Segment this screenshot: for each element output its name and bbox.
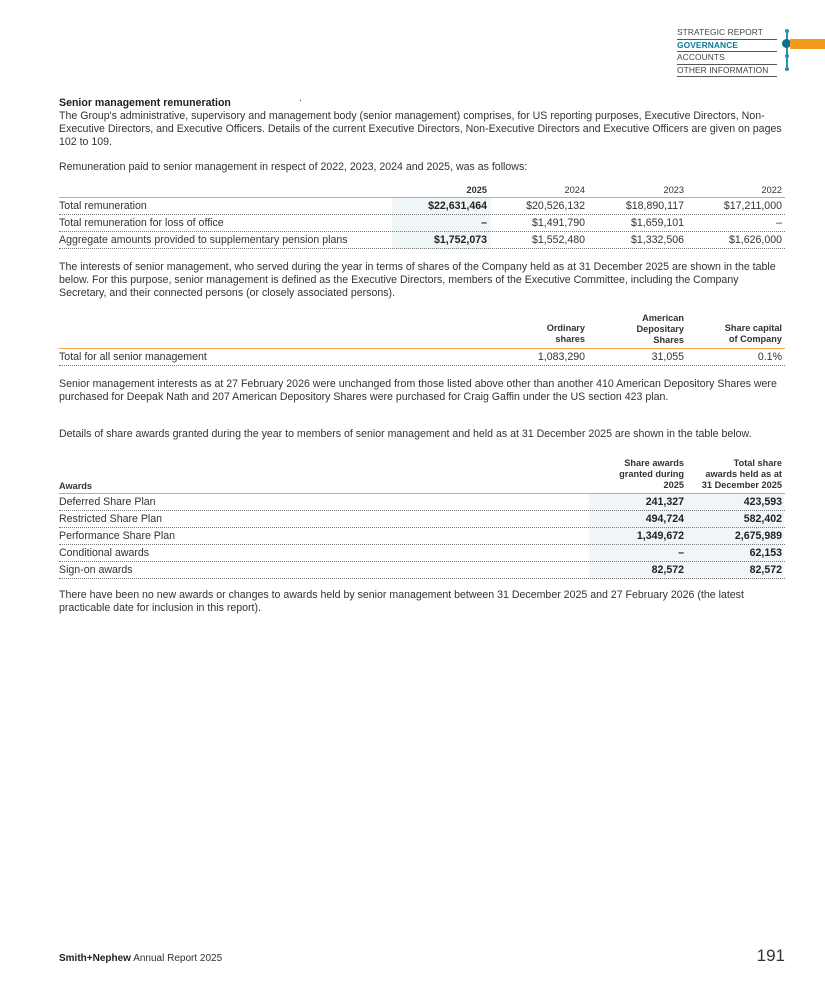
table-header [59, 312, 785, 349]
table-row [59, 349, 785, 366]
nav-rail-dot [785, 54, 789, 58]
interests-paragraph: The interests of senior management, who served during the year in terms of shares of the Company held as at 31 December 2025 are shown in the table below. For this purpose, senior management is defined as the Executive Directors, members of the Executive Committee, including the Company Secretary, and their connected persons (or closely associated persons). [59, 261, 776, 299]
share-capital-value: 0.1% [757, 351, 782, 363]
value-2025: – [481, 217, 487, 229]
share-capital-header: Share capital of Company [724, 323, 782, 344]
granted-value: – [678, 547, 684, 559]
value-2024: $1,491,790 [531, 217, 585, 229]
interests-table [59, 312, 785, 366]
awards-column-label: Awards [59, 481, 93, 491]
year-header-2025: 2025 [466, 185, 487, 195]
table-row [59, 545, 785, 562]
row-label: Sign-on awards [59, 564, 133, 576]
granted-value: 494,724 [645, 513, 684, 525]
nav-other-information[interactable]: OTHER INFORMATION [677, 65, 777, 78]
nav-rail-dot [785, 67, 789, 71]
nav-rail-dot [785, 29, 789, 33]
year-header-2024: 2024 [564, 185, 585, 195]
table-row [59, 528, 785, 545]
row-label: Performance Share Plan [59, 530, 176, 542]
table-row [59, 511, 785, 528]
page-number: 191 [756, 946, 785, 965]
nav-active-tab-marker [790, 39, 825, 49]
value-2024: $20,526,132 [526, 200, 585, 212]
value-2023: $18,890,117 [625, 200, 684, 212]
row-label: Deferred Share Plan [59, 496, 156, 508]
row-label: Conditional awards [59, 547, 150, 559]
value-2024: $1,552,480 [531, 234, 585, 246]
year-header-2022: 2022 [761, 185, 782, 195]
table-row [59, 215, 785, 232]
held-value: 423,593 [743, 496, 782, 508]
granted-header: Share awards granted during 2025 [619, 458, 684, 490]
ordinary-shares-value: 1,083,290 [537, 351, 585, 363]
row-label: Total remuneration for loss of office [59, 217, 224, 229]
table-header [59, 457, 785, 494]
ads-header: American Depositary Shares [636, 313, 684, 345]
held-value: 582,402 [743, 513, 782, 525]
year-header-2023: 2023 [663, 185, 684, 195]
value-2022: $17,211,000 [723, 200, 782, 212]
report-name: Annual Report 2025 [133, 953, 223, 964]
held-header: Total share awards held as at 31 December 2025 [701, 458, 782, 490]
changes-paragraph: Senior management interests as at 27 February 2026 were unchanged from those listed above other than another 410 American Depository Shares were purchased for Deepak Nath and 207 American Depository Shares were purchased for Craig Gaffin under the US section 423 plan. [59, 378, 777, 403]
remuneration-table [59, 183, 785, 249]
section-title: Senior management remuneration [59, 97, 231, 109]
row-label: Total for all senior management [59, 351, 207, 363]
value-2022: $1,626,000 [728, 234, 782, 246]
closing-paragraph: There have been no new awards or changes to awards held by senior management between 31 December 2025 and 27 February 2026 (the latest practicable date for inclusion in this report). [59, 589, 744, 614]
footer-brand [59, 953, 222, 964]
ordinary-shares-header: Ordinary shares [546, 323, 585, 344]
nav-governance[interactable]: GOVERNANCE [677, 40, 777, 53]
nav-accounts[interactable]: ACCOUNTS [677, 52, 777, 65]
granted-value: 82,572 [651, 564, 684, 576]
table-row [59, 494, 785, 511]
intro-paragraph: The Group's administrative, supervisory and management body (senior management) comprises, for US reporting purposes, Executive Directors, Non-Executive Directors, and Executive Officers. Details of the current Executive Directors, Non-Executive Directors and Executive Officers are given on pages 102 to 109. [59, 109, 782, 148]
remuneration-lead: Remuneration paid to senior management in respect of 2022, 2023, 2024 and 2025, was as follows: [59, 161, 528, 173]
table-row [59, 198, 785, 215]
held-value: 82,572 [749, 564, 782, 576]
nav-strategic-report[interactable]: STRATEGIC REPORT [677, 27, 777, 40]
section-navigation [677, 27, 777, 77]
ads-value: 31,055 [651, 351, 684, 363]
awards-table [59, 457, 785, 579]
brand-name: Smith+Nephew [59, 953, 131, 964]
row-label: Total remuneration [59, 200, 147, 212]
value-2022: – [776, 217, 782, 229]
held-value: 2,675,989 [734, 530, 782, 542]
value-2025: $1,752,073 [433, 234, 487, 246]
value-2025: $22,631,464 [428, 200, 487, 212]
table-header [59, 183, 785, 198]
row-label: Restricted Share Plan [59, 513, 163, 525]
table-row [59, 232, 785, 249]
intro-block [59, 97, 785, 149]
awards-lead: Details of share awards granted during the year to members of senior management and held as at 31 December 2025 are shown in the table below. [59, 428, 752, 440]
granted-value: 1,349,672 [636, 530, 684, 542]
granted-value: 241,327 [645, 496, 684, 508]
held-value: 62,153 [749, 547, 782, 559]
table-row [59, 562, 785, 579]
value-2023: $1,332,506 [630, 234, 684, 246]
row-label: Aggregate amounts provided to supplementary pension plans [59, 234, 348, 246]
value-2023: $1,659,101 [630, 217, 684, 229]
nav-rail [786, 30, 788, 70]
